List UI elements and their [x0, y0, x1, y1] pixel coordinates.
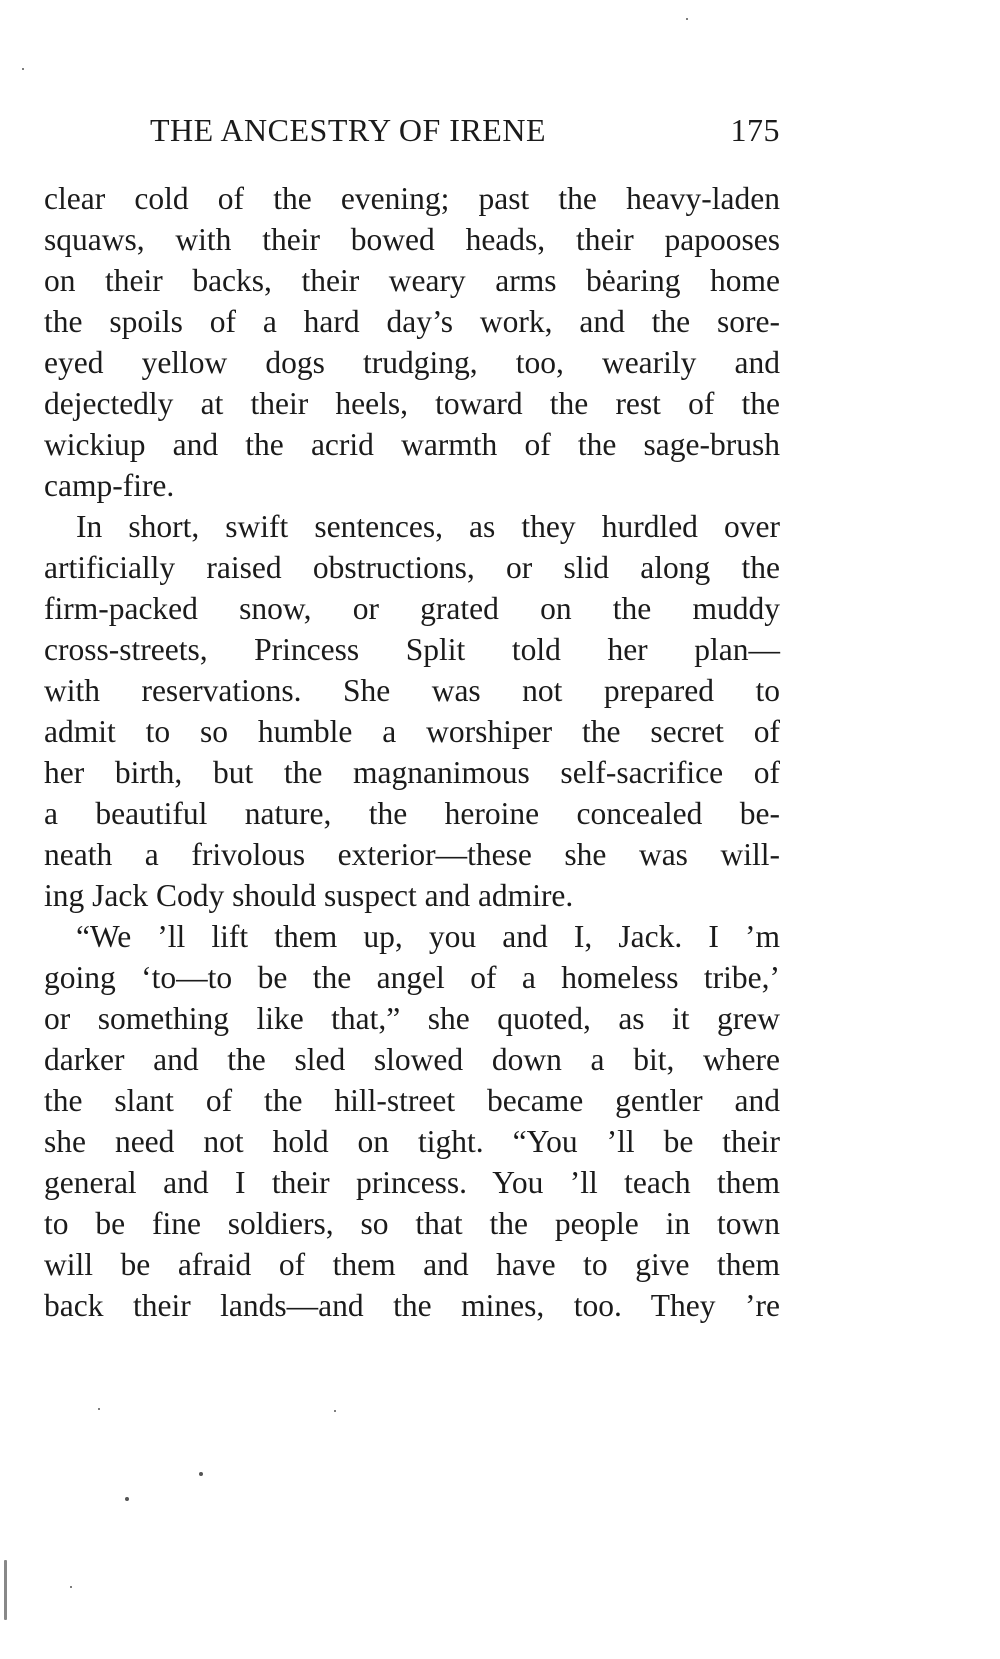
text-line: she need not hold on tight. “You ’ll be their [44, 1124, 780, 1159]
text-line: back their lands—and the mines, too. They ’re [44, 1288, 780, 1323]
text-line: or something like that,” she quoted, as it grew [44, 1001, 780, 1036]
text-line: firm-packed snow, or grated on the muddy [44, 591, 780, 626]
text-line: camp-fire. [44, 468, 175, 503]
text-line: clear cold of the evening; past the heavy-laden [44, 181, 780, 216]
scan-speck [686, 18, 688, 20]
text-line: the slant of the hill-street became gentler and [44, 1083, 780, 1118]
scan-speck [70, 1586, 72, 1588]
text-line: admit to so humble a worshiper the secret of [44, 714, 780, 749]
text-line: with reservations. She was not prepared to [44, 673, 780, 708]
scan-speck [199, 1472, 203, 1476]
text-line: dejectedly at their heels, toward the rest of the [44, 386, 780, 421]
scan-speck [22, 68, 24, 70]
text-line: cross-streets, Princess Split told her plan— [44, 632, 780, 667]
text-line: a beautiful nature, the heroine concealed be- [44, 796, 780, 831]
text-line: to be fine soldiers, so that the people in town [44, 1206, 780, 1241]
scan-speck [4, 1560, 7, 1620]
text-line: her birth, but the magnanimous self-sacrifice of [44, 755, 780, 790]
text-line: will be afraid of them and have to give them [44, 1247, 780, 1282]
text-line: squaws, with their bowed heads, their papooses [44, 222, 780, 257]
text-line: going ‘to—to be the angel of a homeless tribe,’ [44, 960, 780, 995]
text-line: general and I their princess. You ’ll teach them [44, 1165, 780, 1200]
scan-speck [334, 1410, 336, 1412]
running-header [150, 112, 780, 162]
text-line: the spoils of a hard day’s work, and the sore- [44, 304, 780, 339]
running-title: THE ANCESTRY OF IRENE [150, 112, 546, 148]
text-line: eyed yellow dogs trudging, too, wearily and [44, 345, 780, 380]
text-line: wickiup and the acrid warmth of the sage-brush [44, 427, 780, 462]
text-line: darker and the sled slowed down a bit, where [44, 1042, 780, 1077]
body-text [44, 178, 780, 1326]
text-line: neath a frivolous exterior—these she was will- [44, 837, 780, 872]
text-line: “We ’ll lift them up, you and I, Jack. I ’m [76, 919, 780, 954]
scan-speck [98, 1408, 100, 1410]
text-line: on their backs, their weary arms bėaring home [44, 263, 780, 298]
scan-speck [125, 1497, 129, 1501]
text-line: In short, swift sentences, as they hurdled over [76, 509, 780, 544]
page-number: 175 [730, 112, 780, 148]
text-line: ing Jack Cody should suspect and admire. [44, 878, 574, 913]
text-line: artificially raised obstructions, or slid along the [44, 550, 780, 585]
